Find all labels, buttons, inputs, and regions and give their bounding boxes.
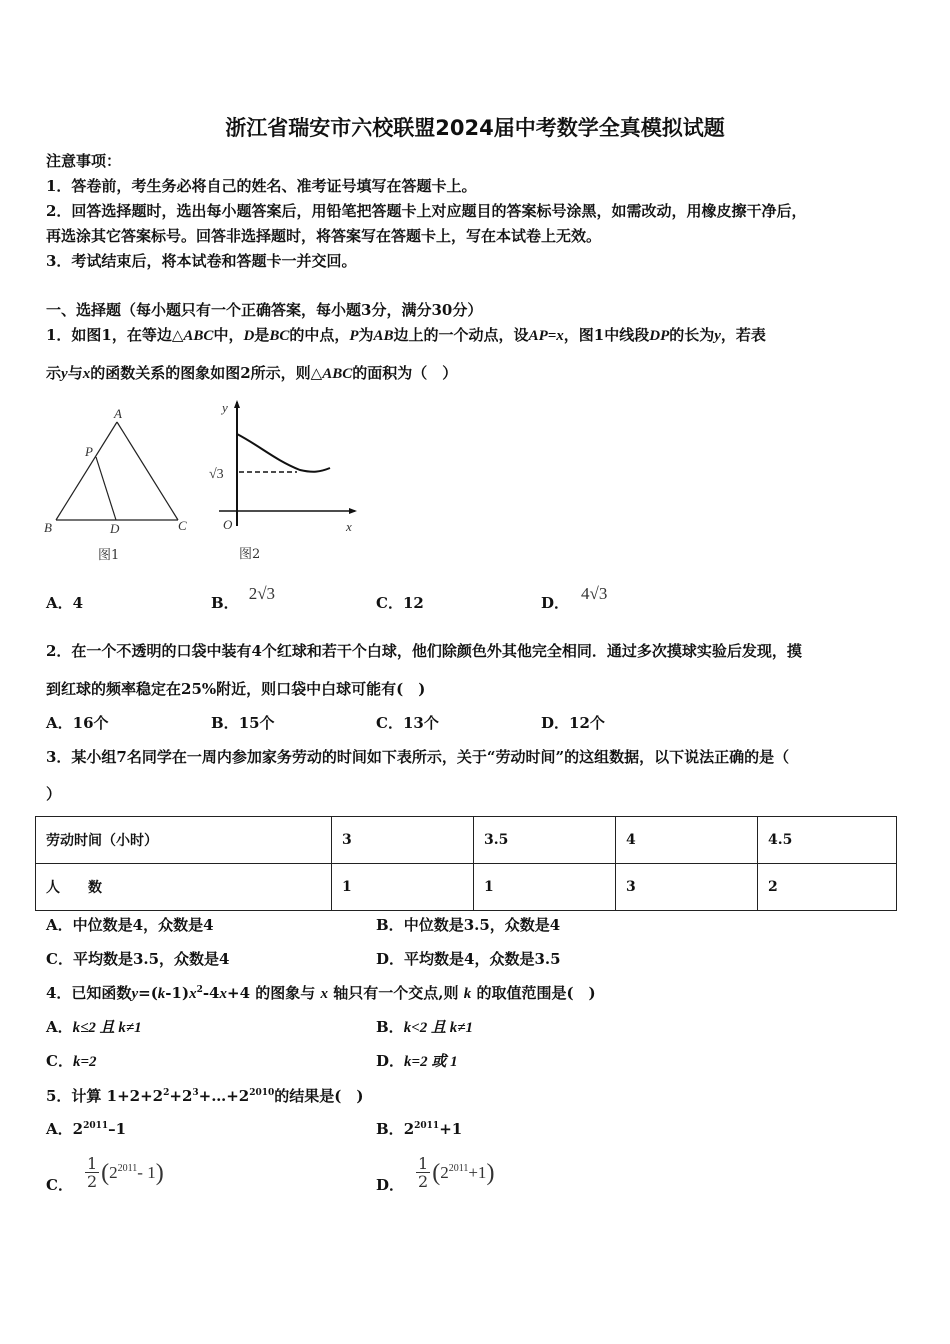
q1-text: 1．如图1，在等边△ [46,326,184,344]
q1-text: 与 [67,364,83,382]
paren-open: ( [101,1159,110,1186]
option-value: 15个 [238,714,275,732]
q5-exponent: 3 [192,1088,199,1098]
option-letter: D． [376,1052,405,1070]
q1-text: 中， [213,326,244,344]
option-letter: B． [211,714,239,732]
q5-text: 的结果是( ) [274,1087,364,1105]
q1-d: D [243,328,255,344]
q3-option-b[interactable] [376,915,560,935]
q1-ab: AB [373,328,394,344]
q2-option-d[interactable] [541,713,605,733]
q1-abc: ABC [183,328,214,344]
table-cell: 3 [332,817,474,864]
q1-text: 是 [254,326,270,344]
numerator: 1 [86,1154,98,1173]
q2-option-a[interactable] [46,713,109,733]
x-axis-label: x [346,519,352,534]
q3-option-a[interactable] [46,915,214,935]
q1-text: 的面积为（ ） [352,364,458,382]
option-letter: B． [376,1120,404,1138]
option-value: 12个 [569,714,605,732]
option-tail: +1 [468,1162,487,1182]
option-exponent: 2011 [83,1121,109,1131]
q4-exponent: 2 [196,985,203,995]
option-letter: A． [46,1018,73,1036]
q1-option-a[interactable] [46,593,83,613]
table-cell: 劳动时间（小时） [36,817,332,864]
q4-text: 4．已知函数 [46,984,132,1002]
option-base: 2 [109,1162,118,1182]
q1-text: ，若表 [720,326,766,344]
q5-text: 5．计算 1+2+2 [46,1087,164,1105]
label-d: D [110,521,120,536]
q1-dp: DP [649,328,670,344]
q5-option-b[interactable] [376,1119,462,1139]
q2-option-c[interactable] [376,713,439,733]
denominator: 2 [418,1172,429,1191]
option-letter: D． [376,950,405,968]
label-a: A [114,406,122,421]
origin-label: O [223,517,233,532]
table-cell: 1 [474,864,616,911]
q1-text: 为 [358,326,374,344]
q1-text: 示 [46,364,62,382]
note-item-3: 3．考试结束后，将本试卷和答题卡一并交回。 [46,252,357,270]
option-base: 2 [440,1162,449,1182]
option-value: 2√3 [248,584,276,603]
option-value: 4 [72,594,84,612]
table-cell: 2 [758,864,897,911]
q1-option-b[interactable] [211,584,276,612]
q5-exponent: 2010 [249,1088,275,1098]
option-value: k<2 且 k≠1 [403,1020,473,1036]
option-base: 2 [72,1120,84,1138]
option-letter: A． [46,594,73,612]
label-c: C [178,518,187,533]
q4-x: x [219,986,227,1002]
q4-option-c[interactable] [46,1051,97,1072]
option-tail: - 1 [137,1162,156,1182]
q1-text: 的中点， [289,326,350,344]
q4-y: y [131,986,139,1002]
q5-text: +2 [169,1087,193,1105]
section-heading: 一、选择题（每小题只有一个正确答案，每小题3分，满分30分） [46,301,483,319]
figure-1-triangle [40,400,200,570]
option-value: 13个 [402,714,439,732]
table-cell: 3 [616,864,758,911]
q1-text: 的长为 [669,326,715,344]
paren-close: ) [155,1159,164,1186]
table-row [36,864,897,911]
option-exponent: 2011 [117,1162,138,1174]
q1-text: 的函数关系的图象如图2所示，则△ [90,364,323,382]
q1-apx: AP=x [528,328,564,344]
option-value: 中位数是3.5，众数是4 [403,916,561,934]
option-value: 16个 [72,714,109,732]
option-letter: C． [376,714,403,732]
q5-text: +…+2 [198,1087,250,1105]
q1-p: P [349,328,359,344]
q5-exponent: 2 [163,1088,170,1098]
y-axis-label: y [222,400,228,415]
option-value: k≤2 且 k≠1 [72,1020,142,1036]
note-item-2: 2．回答选择题时，选出每小题答案后，用铅笔把答题卡上对应题目的答案标号涂黑，如需改动，用橡皮擦干净后， [46,202,807,220]
table-cell: 3.5 [474,817,616,864]
option-letter: D． [376,1175,405,1194]
q1-x: x [82,366,91,382]
notes-heading: 注意事项： [46,152,122,170]
question-2-line-2: 到红球的频率稳定在25%附近，则口袋中白球可能有( ) [46,680,426,698]
q1-y: y [714,328,721,344]
question-1-line-2 [46,363,457,384]
question-5 [46,1086,364,1106]
question-4 [46,983,596,1004]
figure-2-caption: 图2 [239,547,261,562]
q4-text: =( [138,984,158,1002]
q1-option-d[interactable] [541,584,608,612]
paren-open: ( [432,1159,441,1186]
option-letter: C． [46,950,73,968]
paren-close: ) [486,1159,495,1186]
option-letter: A． [46,916,73,934]
q4-text: 轴只有一个交点,则 [333,984,459,1002]
table-row [36,817,897,864]
q5-option-a[interactable] [46,1119,126,1139]
q4-x: x [189,986,197,1002]
q4-text: -1) [165,984,190,1002]
question-2-line-1: 2．在一个不透明的口袋中装有4个红球和若干个白球，他们除颜色外其他完全相同．通过多次摸球实验后发现，摸 [46,642,802,660]
option-tail: –1 [108,1120,127,1138]
option-value: 12 [402,594,424,612]
question-3-line-1: 3．某小组7名同学在一周内参加家务劳动的时间如下表所示，关于“劳动时间”的这组数据，以下说法正确的是（ [46,748,790,766]
option-letter: B． [211,594,239,612]
q3-option-d[interactable] [376,949,561,969]
labor-time-table [35,816,897,911]
table-cell: 1 [332,864,474,911]
option-value: k=2 或 1 [404,1054,458,1070]
option-letter: C． [376,594,403,612]
label-p: P [85,444,93,459]
q1-option-c[interactable] [376,593,424,613]
option-letter: D． [541,714,570,732]
question-1-line-1 [46,325,766,346]
option-letter: D． [541,594,570,612]
option-value: 平均数是3.5，众数是4 [72,950,230,968]
q1-bc: BC [269,328,290,344]
q4-option-a[interactable] [46,1017,142,1038]
q2-option-b[interactable] [211,713,275,733]
figure-2-graph [205,398,375,568]
q4-option-b[interactable] [376,1017,473,1038]
q1-text: ，图1中线段 [563,326,650,344]
q4-text: +4 [227,984,251,1002]
option-letter: B． [376,916,404,934]
q4-text: 的取值范围是( ) [476,984,596,1002]
option-value: 平均数是4，众数是3.5 [404,950,561,968]
option-value: 4√3 [581,584,608,603]
option-exponent: 2011 [448,1162,469,1174]
denominator: 2 [86,1172,98,1191]
q5-option-d[interactable] [376,1154,495,1194]
q1-abc: ABC [322,366,353,382]
q4-k: k [463,986,472,1002]
fraction-one-half [85,1155,99,1190]
option-letter: C． [46,1052,73,1070]
note-item-1: 1．答卷前，考生务必将自己的姓名、准考证号填写在答题卡上。 [46,177,477,195]
q4-text: -4 [202,984,220,1002]
question-3-line-2: ） [46,785,62,803]
q1-text: 边上的一个动点，设 [393,326,529,344]
q1-y: y [61,366,68,382]
sqrt3-label: √3 [209,467,224,482]
option-value: 中位数是4，众数是4 [72,916,214,934]
option-letter: A． [46,1120,73,1138]
q4-option-d[interactable] [376,1051,458,1072]
fraction-one-half [416,1155,430,1190]
note-item-2-cont: 再选涂其它答案标号。回答非选择题时，将答案写在答题卡上，写在本试卷上无效。 [46,227,602,245]
table-cell: 人 数 [36,864,332,911]
q4-text: 的图象与 [255,984,316,1002]
option-base: 2 [403,1120,415,1138]
option-exponent: 2011 [414,1121,440,1131]
q4-k: k [157,986,166,1002]
option-letter: A． [46,714,73,732]
q3-option-c[interactable] [46,949,230,969]
q5-option-c[interactable] [46,1154,164,1194]
numerator: 1 [418,1154,429,1173]
option-tail: +1 [439,1120,463,1138]
option-letter: C． [46,1175,73,1194]
figure-1-caption: 图1 [98,548,120,563]
q4-x: x [320,986,328,1002]
page-title: 浙江省瑞安市六校联盟2024届中考数学全真模拟试题 [225,116,725,140]
label-b: B [44,520,52,535]
table-cell: 4 [616,817,758,864]
option-value: k=2 [72,1054,97,1070]
table-cell: 4.5 [758,817,897,864]
option-letter: B． [376,1018,404,1036]
